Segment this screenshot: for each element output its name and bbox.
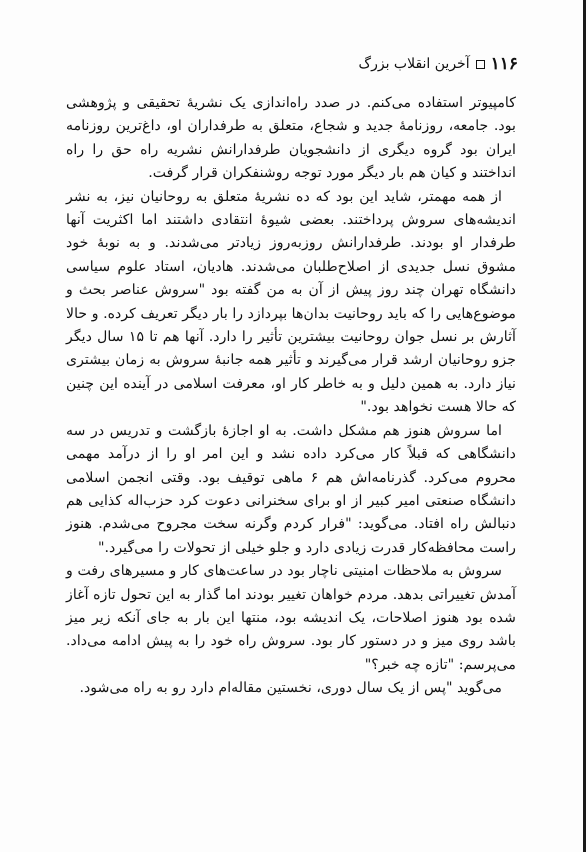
page-edge-shadow [583, 0, 586, 852]
paragraph: می‌گوید "پس از یک سال دوری، نخستین مقاله‌ام دارد رو به راه می‌شود. [79, 680, 502, 697]
paragraph: از همه مهمتر، شاید این بود که ده نشریهٔ متعلق به روحانیان نیز، به نشر اندیشه‌های سروش پرداختند. بعضی شیوهٔ انتقادی داشتند اما اکثریت آنها طرفدار او بودند. طرفدارانش روزبه‌روز زیادتر می‌شدند. و به نوبهٔ خود مشوق نسل جدیدی از اصلاح‌طلبان می‌شدند. هادیان، استاد علوم سیاسی دانشگاه تهران چند روز پیش از آن به من گفته بود "سروش عناصر بحث و موضوع‌هایی را که باید روحانیت بدان‌ها بپردازد را بار دیگر تعریف کرده. و حالا آثارش بر نسل جوان روحانیت بیشترین تأثیر را دارد. آنها هم تا ۱۵ سال دیگر جزو روحانیان ارشد قرار می‌گیرند و تأثیر همه جانبهٔ سروش به زمان بیشتری نیاز دارد. به همین دلیل و به خاطر کار او، معرفت اسلامی در آینده این چنین که حالا هست نخواهد بود." [66, 188, 516, 416]
book-title: آخرین انقلاب بزرگ [358, 56, 470, 72]
paragraph: اما سروش هنوز هم مشکل داشت. به او اجازهٔ بازگشت و تدریس در سه دانشگاهی که قبلاً کار می‌کرد داده نشد و این امر او را از درآمد مهمی محروم می‌کرد. گذرنامه‌اش هم ۶ ماهی توقیف بود. وقتی انجمن اسلامی دانشگاه صنعتی امیر کبیر از او برای سخنرانی دعوت کرد حزب‌اله کذایی هم دنبالش راه افتاد. می‌گوید: "فرار کردم وگرنه سخت مجروح می‌شدم. هنوز راست محافظه‌کار قدرت زیادی دارد و جلو خیلی از تحولات را می‌گیرد." [66, 422, 517, 556]
paragraph: سروش به ملاحظات امنیتی ناچار بود در ساعت‌های کار و مسیرهای رفت و آمدش تغییراتی بدهد. مردم خواهان تغییر بودند اما گذار به این تحول تازه آغاز شده بود هنوز اصلاحات، یک اندیشه بود، منتها این بار به جای آنکه زیر میز باشد روی میز و در دستور کار بود. سروش راه خود را به پیش ادامه می‌داد. می‌پرسم: "تازه چه خبر؟" [66, 563, 516, 673]
running-header [359, 54, 518, 74]
page-number: ۱۱۶ [490, 54, 518, 74]
square-bullet-icon [476, 60, 485, 69]
paragraph: کامپیوتر استفاده می‌کنم. در صدد راه‌اندازی یک نشریهٔ تحقیقی و پژوهشی بود. جامعه، روزنامهٔ جدید و شجاع، متعلق به طرفداران او، داغ‌ترین روزنامه ایران بود گروه دیگری از دانشجویان طرفدارانش نشریه راه حق را راه انداختند و کیان هم بار دیگر مورد توجه روشنفکران قرار گرفت. [66, 95, 516, 182]
body-text [66, 92, 516, 701]
